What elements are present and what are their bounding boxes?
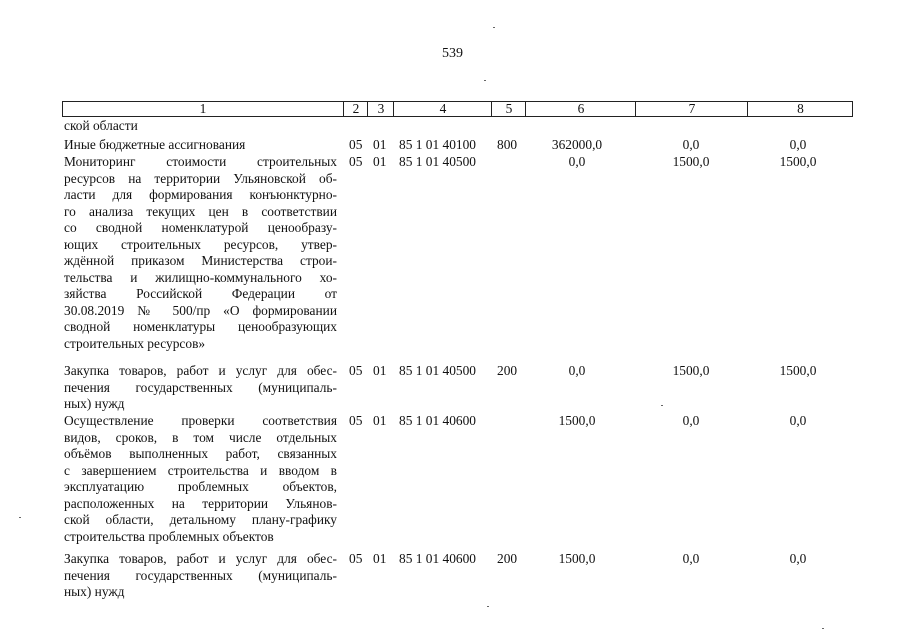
cell-c7: 0,0 xyxy=(682,551,700,566)
cell-c4: 85 1 01 40100 xyxy=(399,137,476,152)
row-description xyxy=(64,154,337,352)
cell-c8: 1500,0 xyxy=(779,154,817,169)
description-line: Мониторинг стоимости строительных xyxy=(64,154,337,169)
header-col-3: 3 xyxy=(367,102,394,116)
scan-speck xyxy=(822,628,824,629)
header-col-2: 2 xyxy=(343,102,368,116)
table-header xyxy=(62,101,853,117)
cell-c3: 01 xyxy=(373,363,387,378)
row-description xyxy=(64,137,337,154)
cell-c6: 1500,0 xyxy=(558,413,596,428)
row-description xyxy=(64,118,337,135)
header-col-1: 1 xyxy=(199,101,207,116)
description-line: ющих строительных ресурсов, утвер- xyxy=(64,236,337,252)
description-line: с завершением строительства и вводом в xyxy=(64,462,337,478)
description-line: расположенных на территории Ульянов- xyxy=(64,495,337,511)
cell-c3: 01 xyxy=(373,137,387,152)
cell-c2: 05 xyxy=(349,551,363,566)
page-number: 539 xyxy=(442,46,463,61)
description-line: ласти для формирования конъюнктурно- xyxy=(64,187,337,202)
header-col-4: 4 xyxy=(393,102,492,116)
description-line: печения государственных (муниципаль- xyxy=(64,379,337,395)
description-line: ных) нужд xyxy=(64,396,125,411)
cell-c5: 200 xyxy=(497,551,518,566)
header-col-6: 6 xyxy=(525,102,636,116)
description-line: Осуществление проверки соответствия xyxy=(64,413,337,428)
cell-c6: 0,0 xyxy=(568,363,586,378)
description-line: Закупка товаров, работ и услуг для обес- xyxy=(64,363,337,378)
row-description xyxy=(64,413,337,545)
description-line: ресурсов на территории Ульяновской об- xyxy=(64,170,337,186)
description-line: строительных ресурсов» xyxy=(64,335,206,351)
scan-speck xyxy=(19,517,21,518)
cell-c5: 200 xyxy=(497,363,518,378)
cell-c8: 0,0 xyxy=(789,137,807,152)
header-col-7: 7 xyxy=(635,102,748,116)
cell-c2: 05 xyxy=(349,363,363,378)
description-line: эксплуатацию проблемных объектов, xyxy=(64,479,337,494)
scan-speck xyxy=(493,27,495,28)
description-line: сводной номенклатуры ценообразующих xyxy=(64,319,337,334)
row-description xyxy=(64,363,337,413)
cell-c2: 05 xyxy=(349,154,363,169)
description-line: 30.08.2019 № 500/пр «О формировании xyxy=(64,302,337,318)
cell-c2: 05 xyxy=(349,137,363,152)
description-line: го анализа текущих цен в соответствии xyxy=(64,203,337,219)
cell-c7: 1500,0 xyxy=(672,363,710,378)
cell-c2: 05 xyxy=(349,413,363,428)
description-line: Закупка товаров, работ и услуг для обес- xyxy=(64,551,337,566)
cell-c6: 0,0 xyxy=(568,154,586,169)
cell-c3: 01 xyxy=(373,154,387,169)
description-line: строительства проблемных объектов xyxy=(64,528,274,544)
cell-c7: 0,0 xyxy=(682,413,700,428)
description-line: ждённой приказом Министерства строи- xyxy=(64,253,337,268)
scan-speck xyxy=(487,606,489,607)
cell-c4: 85 1 01 40600 xyxy=(399,413,476,428)
header-col-8: 8 xyxy=(747,102,853,116)
cell-c4: 85 1 01 40600 xyxy=(399,551,476,566)
cell-c8: 0,0 xyxy=(789,551,807,566)
row-description xyxy=(64,551,337,601)
cell-c4: 85 1 01 40500 xyxy=(399,363,476,378)
cell-c3: 01 xyxy=(373,413,387,428)
cell-c7: 0,0 xyxy=(682,137,700,152)
cell-c8: 0,0 xyxy=(789,413,807,428)
cell-c5: 800 xyxy=(497,137,518,152)
description-line: ской области, детальному плану-графику xyxy=(64,512,337,527)
description-line: видов, сроков, в том числе отдельных xyxy=(64,429,337,445)
scan-speck xyxy=(661,405,663,406)
cell-c6: 1500,0 xyxy=(558,551,596,566)
description-line: Иные бюджетные ассигнования xyxy=(64,137,246,152)
description-line: печения государственных (муниципаль- xyxy=(64,567,337,583)
scan-speck xyxy=(484,80,486,81)
cell-c3: 01 xyxy=(373,551,387,566)
cell-c7: 1500,0 xyxy=(672,154,710,169)
description-line: ской области xyxy=(64,118,138,133)
description-line: зяйства Российской Федерации от xyxy=(64,286,337,301)
cell-c8: 1500,0 xyxy=(779,363,817,378)
description-line: ных) нужд xyxy=(64,584,125,599)
description-line: объёмов выполненных работ, связанных xyxy=(64,446,337,461)
description-line: со сводной номенклатурой ценообразу- xyxy=(64,220,337,235)
header-col-5: 5 xyxy=(491,102,526,116)
cell-c4: 85 1 01 40500 xyxy=(399,154,476,169)
cell-c6: 362000,0 xyxy=(551,137,603,152)
description-line: тельства и жилищно-коммунального хо- xyxy=(64,269,337,285)
